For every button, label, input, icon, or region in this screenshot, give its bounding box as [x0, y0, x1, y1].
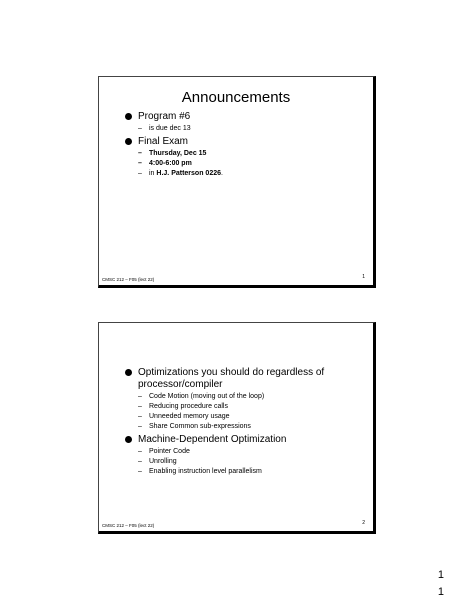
slide-footer: CMSC 212 – F05 (lect 22) — [102, 277, 155, 282]
dash-icon: – — [138, 150, 142, 157]
sub-text: Thursday, Dec 15 — [149, 150, 207, 157]
dash-icon: – — [138, 413, 142, 420]
slide-footer: CMSC 212 – F05 (lect 22) — [102, 523, 155, 528]
sub-text: Unneeded memory usage — [149, 413, 230, 420]
bullet-dot-icon — [125, 138, 132, 145]
slide-1 — [98, 76, 376, 288]
dash-icon: – — [138, 403, 142, 410]
bullet-list — [125, 367, 363, 479]
bullet-text: Optimizations you should do regardless of processor/compiler — [138, 367, 325, 390]
sub-text-prefix: in — [149, 170, 157, 177]
dash-icon: – — [138, 423, 142, 430]
page-number-top: 1 — [437, 569, 444, 581]
bullet-item — [125, 111, 363, 123]
page-number-bottom: 1 — [437, 586, 444, 598]
sub-text-bold: H.J. Patterson 0226 — [156, 170, 221, 177]
sub-item — [125, 169, 363, 179]
bullet-item — [125, 136, 363, 148]
sub-list — [125, 447, 363, 477]
bullet-text: Machine-Dependent Optimization — [138, 434, 287, 445]
sub-text: Enabling instruction level parallelism — [149, 468, 262, 475]
bullet-text: Final Exam — [138, 136, 189, 147]
dash-icon: – — [138, 160, 142, 167]
slide-number: 1 — [362, 274, 365, 280]
sub-text: Unrolling — [149, 458, 177, 465]
sub-list — [125, 149, 363, 179]
sub-item — [125, 412, 363, 422]
sub-item — [125, 467, 363, 477]
sub-text: Reducing procedure calls — [149, 403, 228, 410]
sub-text: Pointer Code — [149, 448, 190, 455]
bullet-dot-icon — [125, 369, 132, 376]
dash-icon: – — [138, 170, 142, 177]
sub-text: Share Common sub-expressions — [149, 423, 251, 430]
sub-item — [125, 402, 363, 412]
sub-list — [125, 124, 363, 134]
sub-item — [125, 457, 363, 467]
sub-item — [125, 124, 363, 134]
sub-text: 4:00-6:00 pm — [149, 160, 192, 167]
sub-item — [125, 159, 363, 169]
sub-list — [125, 392, 363, 432]
sub-item — [125, 392, 363, 402]
sub-item — [125, 422, 363, 432]
bullet-dot-icon — [125, 436, 132, 443]
bullet-text: Program #6 — [138, 111, 191, 122]
dash-icon: – — [138, 448, 142, 455]
sub-text-suffix: . — [221, 170, 223, 177]
slide-2 — [98, 322, 376, 534]
bullet-list — [125, 111, 363, 181]
sub-text: Code Motion (moving out of the loop) — [149, 393, 265, 400]
sub-item — [125, 149, 363, 159]
bullet-dot-icon — [125, 113, 132, 120]
slide-number: 2 — [362, 520, 365, 526]
bullet-item — [125, 434, 363, 446]
slide-title: Announcements — [181, 89, 291, 106]
dash-icon: – — [138, 125, 142, 132]
dash-icon: – — [138, 393, 142, 400]
sub-item — [125, 447, 363, 457]
dash-icon: – — [138, 458, 142, 465]
bullet-item — [125, 367, 363, 391]
sub-text: is due dec 13 — [149, 125, 191, 132]
dash-icon: – — [138, 468, 142, 475]
